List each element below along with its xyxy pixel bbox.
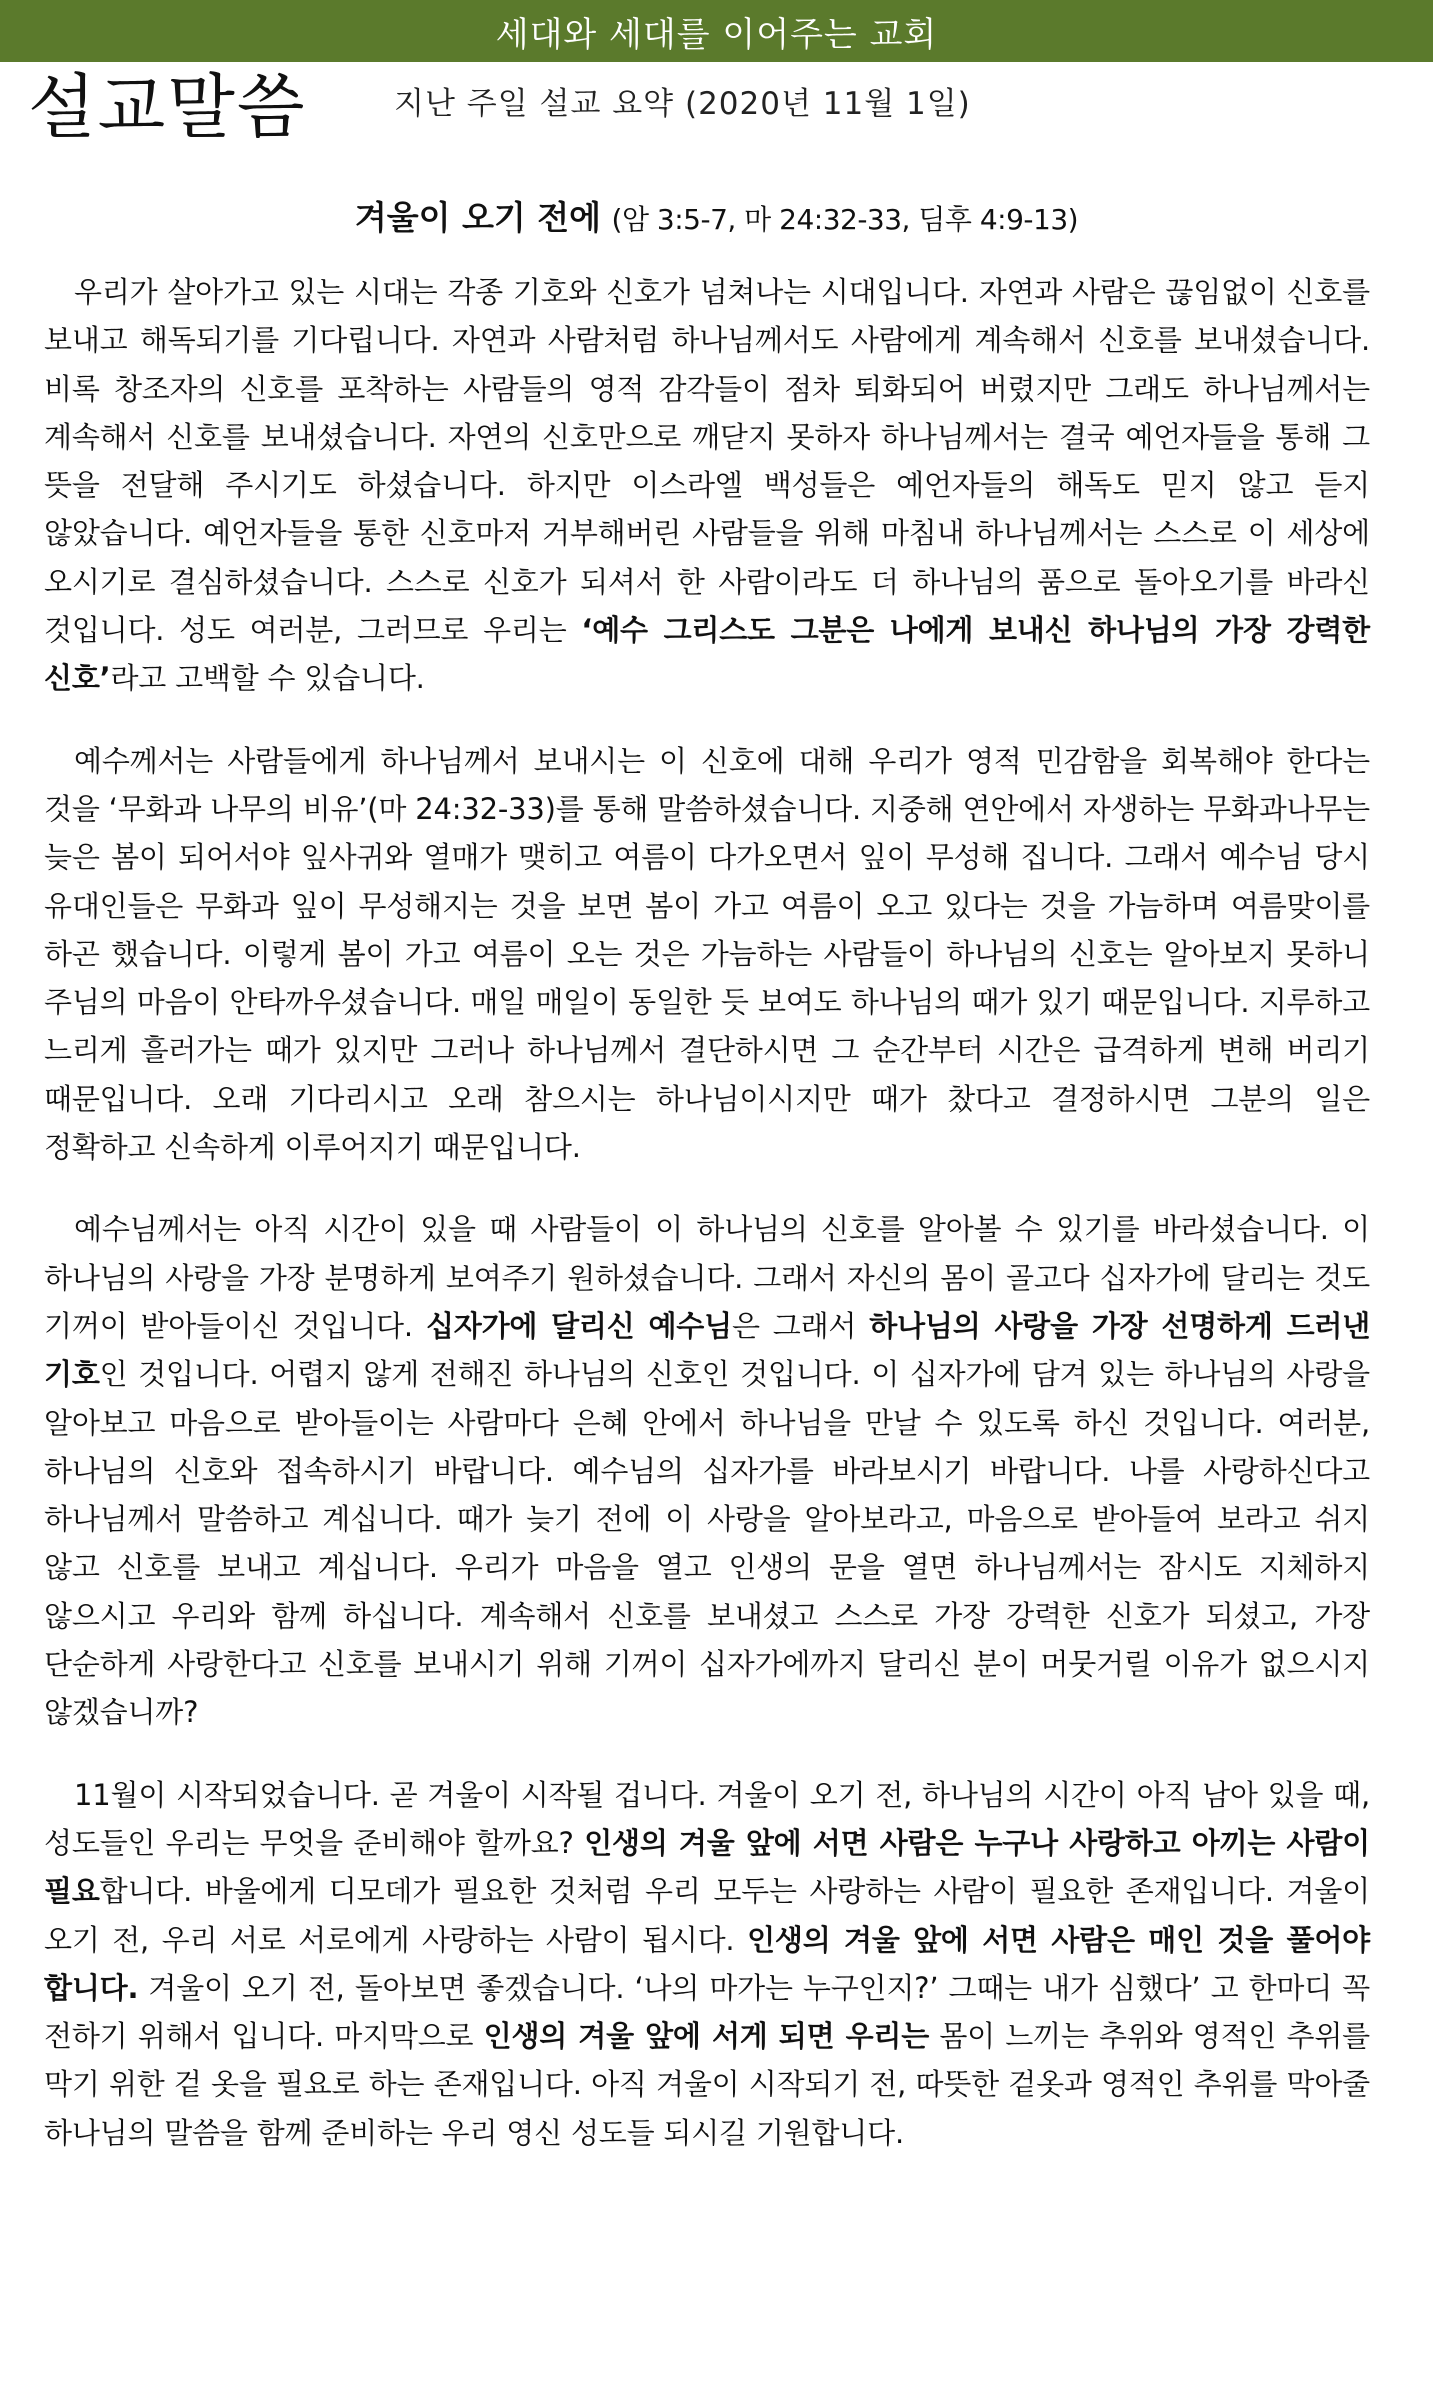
section-title: 설교말씀 — [28, 66, 307, 148]
paragraph-text: 예수님께서는 아직 시간이 있을 때 사람들이 이 하나님의 신호를 알아볼 수 있기를 바라셨습니다. 이 하나님의 사랑을 가장 분명하게 보여주기 원하셨습니다. 그래서 자신의 몸이 골고다 십자가에 달리는 것도 기꺼이 받아들이신 것입니다. — [44, 1212, 1370, 1343]
sermon-paragraph-1 — [44, 268, 1370, 703]
paragraph-text: 11월이 시작되었습니다. 곧 겨울이 시작될 겁니다. 겨울이 오기 전, 하나님의 시간이 아직 남아 있을 때, 성도들인 우리는 무엇을 준비해야 할까요? — [44, 1777, 1370, 1860]
paragraph-text: 인 것입니다. 어렵지 않게 전해진 하나님의 신호인 것입니다. 이 십자가에 담겨 있는 하나님의 사랑을 알아보고 마음으로 받아들이는 사람마다 은혜 안에서 하나님을 만날 수 있도록 하신 것입니다. 여러분, 하나님의 신호와 접속하시기 바랍니다. 예수님의 십자가를 바라보시기 바랍니다. 나를 사랑하신다고 하나님께서 말씀하고 계십니다. 때가 늦기 전에 이 사랑을 알아보라고, 마음으로 받아들여 보라고 쉬지 않고 신호를 보내고 계십니다. 우리가 마음을 열고 인생의 문을 열면 하나님께서는 잠시도 지체하지 않으시고 우리와 함께 하십니다. 계속해서 신호를 보내셨고 스스로 가장 강력한 신호가 되셨고, 가장 단순하게 사랑한다고 신호를 보내시기 위해 기꺼이 십자가에까지 달리신 분이 머뭇거릴 이유가 없으시지 않겠습니까? — [44, 1357, 1370, 1730]
paragraph-text: 우리가 살아가고 있는 시대는 각종 기호와 신호가 넘쳐나는 시대입니다. 자연과 사람은 끊임없이 신호를 보내고 해독되기를 기다립니다. 자연과 사람처럼 하나님께서도 사람에게 계속해서 신호를 보내셨습니다. 비록 창조자의 신호를 포착하는 사람들의 영적 감각들이 점차 퇴화되어 버렸지만 그래도 하나님께서는 계속해서 신호를 보내셨습니다. 자연의 신호만으로 깨닫지 못하자 하나님께서는 결국 예언자들을 통해 그 뜻을 전달해 주시기도 하셨습니다. 하지만 이스라엘 백성들은 예언자들의 해독도 믿지 않고 듣지 않았습니다. 예언자들을 통한 신호마저 거부해버린 사람들을 위해 마침내 하나님께서는 스스로 이 세상에 오시기로 결심하셨습니다. 스스로 신호가 되셔서 한 사람이라도 더 하나님의 품으로 돌아오기를 바라신 것입니다. 성도 여러분, 그러므로 우리는 — [44, 275, 1371, 648]
emphasis-text: 인생의 겨울 앞에 서게 되면 우리는 — [483, 2019, 930, 2054]
paragraph-text: 은 그래서 — [731, 1308, 870, 1343]
emphasis-text: 인생의 겨울 앞에 서면 사람은 누구나 사랑하고 아끼는 사람이 필요 — [44, 1825, 1370, 1909]
paragraph-text: 몸이 느끼는 추위와 영적인 추위를 막기 위한 겉 옷을 필요로 하는 존재입니다. 아직 겨울이 시작되기 전, 따뜻한 겉옷과 영적인 추위를 막아줄 하나님의 말씀을 함께 준비하는 우리 영신 성도들 되시길 기원합니다. — [44, 2019, 1370, 2150]
paragraph-text: 합니다. 바울에게 디모데가 필요한 것처럼 우리 모두는 사랑하는 사람이 필요한 존재입니다. 겨울이 오기 전, 우리 서로 서로에게 사랑하는 사람이 됩시다. — [44, 1874, 1370, 1957]
scripture-reference: (암 3:5-7, 마 24:32-33, 딤후 4:9-13) — [611, 203, 1079, 236]
sermon-paragraph-2 — [44, 737, 1370, 1172]
sermon-body — [44, 268, 1370, 2191]
emphasis-text: ‘예수 그리스도 그분은 나에게 보내신 하나님의 가장 강력한 신호’ — [44, 613, 1370, 696]
sermon-paragraph-4 — [44, 1771, 1370, 2157]
emphasis-text: 하나님의 사랑을 가장 선명하게 드러낸 기호 — [44, 1308, 1371, 1392]
masthead — [28, 62, 1428, 152]
emphasis-text: 십자가에 달리신 예수님 — [425, 1308, 732, 1343]
emphasis-text: 인생의 겨울 앞에 서면 사람은 매인 것을 풀어야 합니다. — [44, 1922, 1370, 2005]
banner-text: 세대와 세대를 이어주는 교회 — [495, 14, 938, 55]
sermon-paragraph-3 — [44, 1205, 1370, 1736]
summary-date-subtitle: 지난 주일 설교 요약 (2020년 11월 1일) — [394, 86, 971, 122]
paragraph-text: 라고 고백할 수 있습니다. — [110, 661, 425, 696]
sermon-title: 겨울이 오기 전에 — [354, 198, 602, 237]
sermon-heading — [0, 196, 1433, 242]
paragraph-text: 예수께서는 사람들에게 하나님께서 보내시는 이 신호에 대해 우리가 영적 민감함을 회복해야 한다는 것을 ‘무화과 나무의 비유’(마 24:32-33)를 통해 말씀하셨습니다. 지중해 연안에서 자생하는 무화과나무는 늦은 봄이 되어서야 잎사귀와 열매가 맺히고 여름이 다가오면서 잎이 무성해 집니다. 그래서 예수님 당시 유대인들은 무화과 잎이 무성해지는 것을 보면 봄이 가고 여름이 오고 있다는 것을 가늠하며 여름맞이를 하곤 했습니다. 이렇게 봄이 가고 여름이 오는 것은 가늠하는 사람들이 하나님의 신호는 알아보지 못하니 주님의 마음이 안타까우셨습니다. 매일 매일이 동일한 듯 보여도 하나님의 때가 있기 때문입니다. 지루하고 느리게 흘러가는 때가 있지만 그러나 하나님께서 결단하시면 그 순간부터 시간은 급격하게 변해 버리기 때문입니다. 오래 기다리시고 오래 참으시는 하나님이시지만 때가 찼다고 결정하시면 그분의 일은 정확하고 신속하게 이루어지기 때문입니다. — [44, 743, 1370, 1165]
church-slogan-banner — [0, 0, 1433, 62]
paragraph-text: 겨울이 오기 전, 돌아보면 좋겠습니다. ‘나의 마가는 누구인지?’ 그때는 내가 심했다’ 고 한마디 꼭 전하기 위해서 입니다. 마지막으로 — [44, 1970, 1370, 2054]
